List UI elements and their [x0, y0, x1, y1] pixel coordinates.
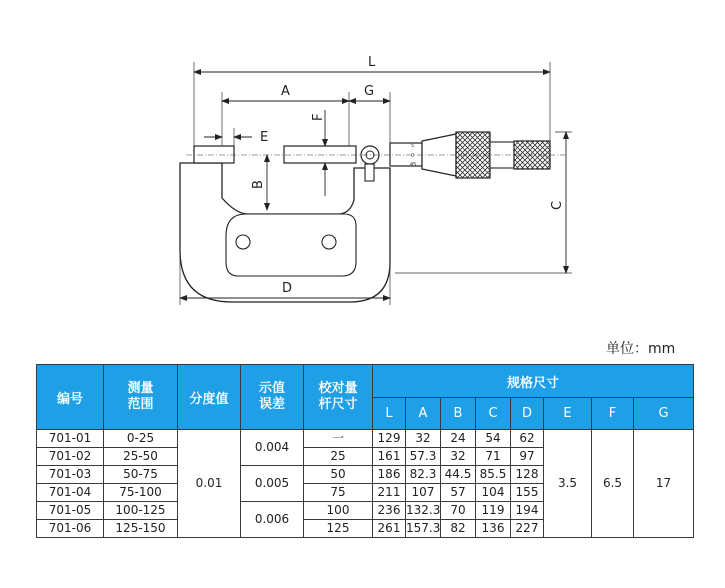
subheader-c: C	[476, 398, 511, 430]
header-gauge-rod: 校对量 杆尺寸	[304, 365, 373, 430]
cell-c: 136	[476, 520, 511, 538]
cell-b: 57	[441, 484, 476, 502]
cell-range: 25-50	[104, 448, 178, 466]
cell-a: 82.3	[406, 466, 441, 484]
cell-division: 0.01	[178, 430, 241, 538]
spec-table	[36, 364, 694, 538]
cell-l: 161	[373, 448, 406, 466]
header-spec: 规格尺寸	[373, 365, 694, 398]
cell-c: 119	[476, 502, 511, 520]
cell-range: 75-100	[104, 484, 178, 502]
dim-label-c: C	[550, 200, 565, 210]
cell-d: 227	[511, 520, 544, 538]
sleeve	[390, 143, 422, 166]
cell-d: 97	[511, 448, 544, 466]
cell-c: 71	[476, 448, 511, 466]
cell-a: 57.3	[406, 448, 441, 466]
cell-code: 701-05	[37, 502, 104, 520]
dim-label-g: G	[364, 84, 375, 99]
cell-l: 129	[373, 430, 406, 448]
dim-label-e: E	[260, 130, 269, 145]
cell-b: 44.5	[441, 466, 476, 484]
cell-range: 0-25	[104, 430, 178, 448]
cell-rod: 125	[304, 520, 373, 538]
cell-rod: 75	[304, 484, 373, 502]
cell-code: 701-06	[37, 520, 104, 538]
cell-a: 157.3	[406, 520, 441, 538]
cell-l: 186	[373, 466, 406, 484]
cell-range: 50-75	[104, 466, 178, 484]
subheader-e: E	[544, 398, 592, 430]
cell-range: 100-125	[104, 502, 178, 520]
header-code: 编号	[37, 365, 104, 430]
subheader-b: B	[441, 398, 476, 430]
thimble-tick-45: 45	[410, 162, 417, 168]
cell-c: 54	[476, 430, 511, 448]
frame-screw-left	[236, 235, 250, 249]
cell-code: 701-03	[37, 466, 104, 484]
cell-a: 132.3	[406, 502, 441, 520]
spindle	[284, 146, 356, 163]
cell-e: 3.5	[544, 430, 592, 538]
subheader-f: F	[592, 398, 634, 430]
frame-screw-right	[322, 235, 336, 249]
dim-label-a: A	[281, 84, 290, 99]
cell-b: 32	[441, 448, 476, 466]
cell-d: 194	[511, 502, 544, 520]
dim-label-f: F	[311, 113, 326, 121]
subheader-a: A	[406, 398, 441, 430]
cell-b: 82	[441, 520, 476, 538]
cell-code: 701-02	[37, 448, 104, 466]
cell-rod: 50	[304, 466, 373, 484]
cell-rod: 100	[304, 502, 373, 520]
cell-c: 104	[476, 484, 511, 502]
header-range: 测量 范围	[104, 365, 178, 430]
subheader-g: G	[634, 398, 694, 430]
cell-g: 17	[634, 430, 694, 538]
cell-f: 6.5	[592, 430, 634, 538]
cell-code: 701-04	[37, 484, 104, 502]
cell-d: 128	[511, 466, 544, 484]
cell-b: 70	[441, 502, 476, 520]
cell-rod: 一	[304, 430, 373, 448]
table-row	[37, 430, 694, 448]
header-division: 分度值	[178, 365, 241, 430]
subheader-l: L	[373, 398, 406, 430]
cell-a: 32	[406, 430, 441, 448]
header-row	[37, 365, 694, 398]
cell-code: 701-01	[37, 430, 104, 448]
cell-rod: 25	[304, 448, 373, 466]
cell-l: 236	[373, 502, 406, 520]
dim-label-l: L	[368, 55, 376, 70]
cell-l: 211	[373, 484, 406, 502]
dim-label-b: B	[251, 180, 266, 189]
cell-l: 261	[373, 520, 406, 538]
thimble-tick-5: 5	[411, 143, 415, 149]
anvil	[194, 146, 234, 163]
cell-error: 0.004	[241, 430, 304, 466]
cell-error: 0.006	[241, 502, 304, 538]
unit-label: 单位：mm	[606, 341, 676, 357]
cell-d: 62	[511, 430, 544, 448]
cell-error: 0.005	[241, 466, 304, 502]
cell-c: 85.5	[476, 466, 511, 484]
cell-range: 125-150	[104, 520, 178, 538]
subheader-d: D	[511, 398, 544, 430]
dim-label-d: D	[282, 281, 293, 296]
header-error: 示值 误差	[241, 365, 304, 430]
cell-a: 107	[406, 484, 441, 502]
cell-d: 155	[511, 484, 544, 502]
thimble-tick-0: 0	[411, 153, 415, 159]
cell-b: 24	[441, 430, 476, 448]
